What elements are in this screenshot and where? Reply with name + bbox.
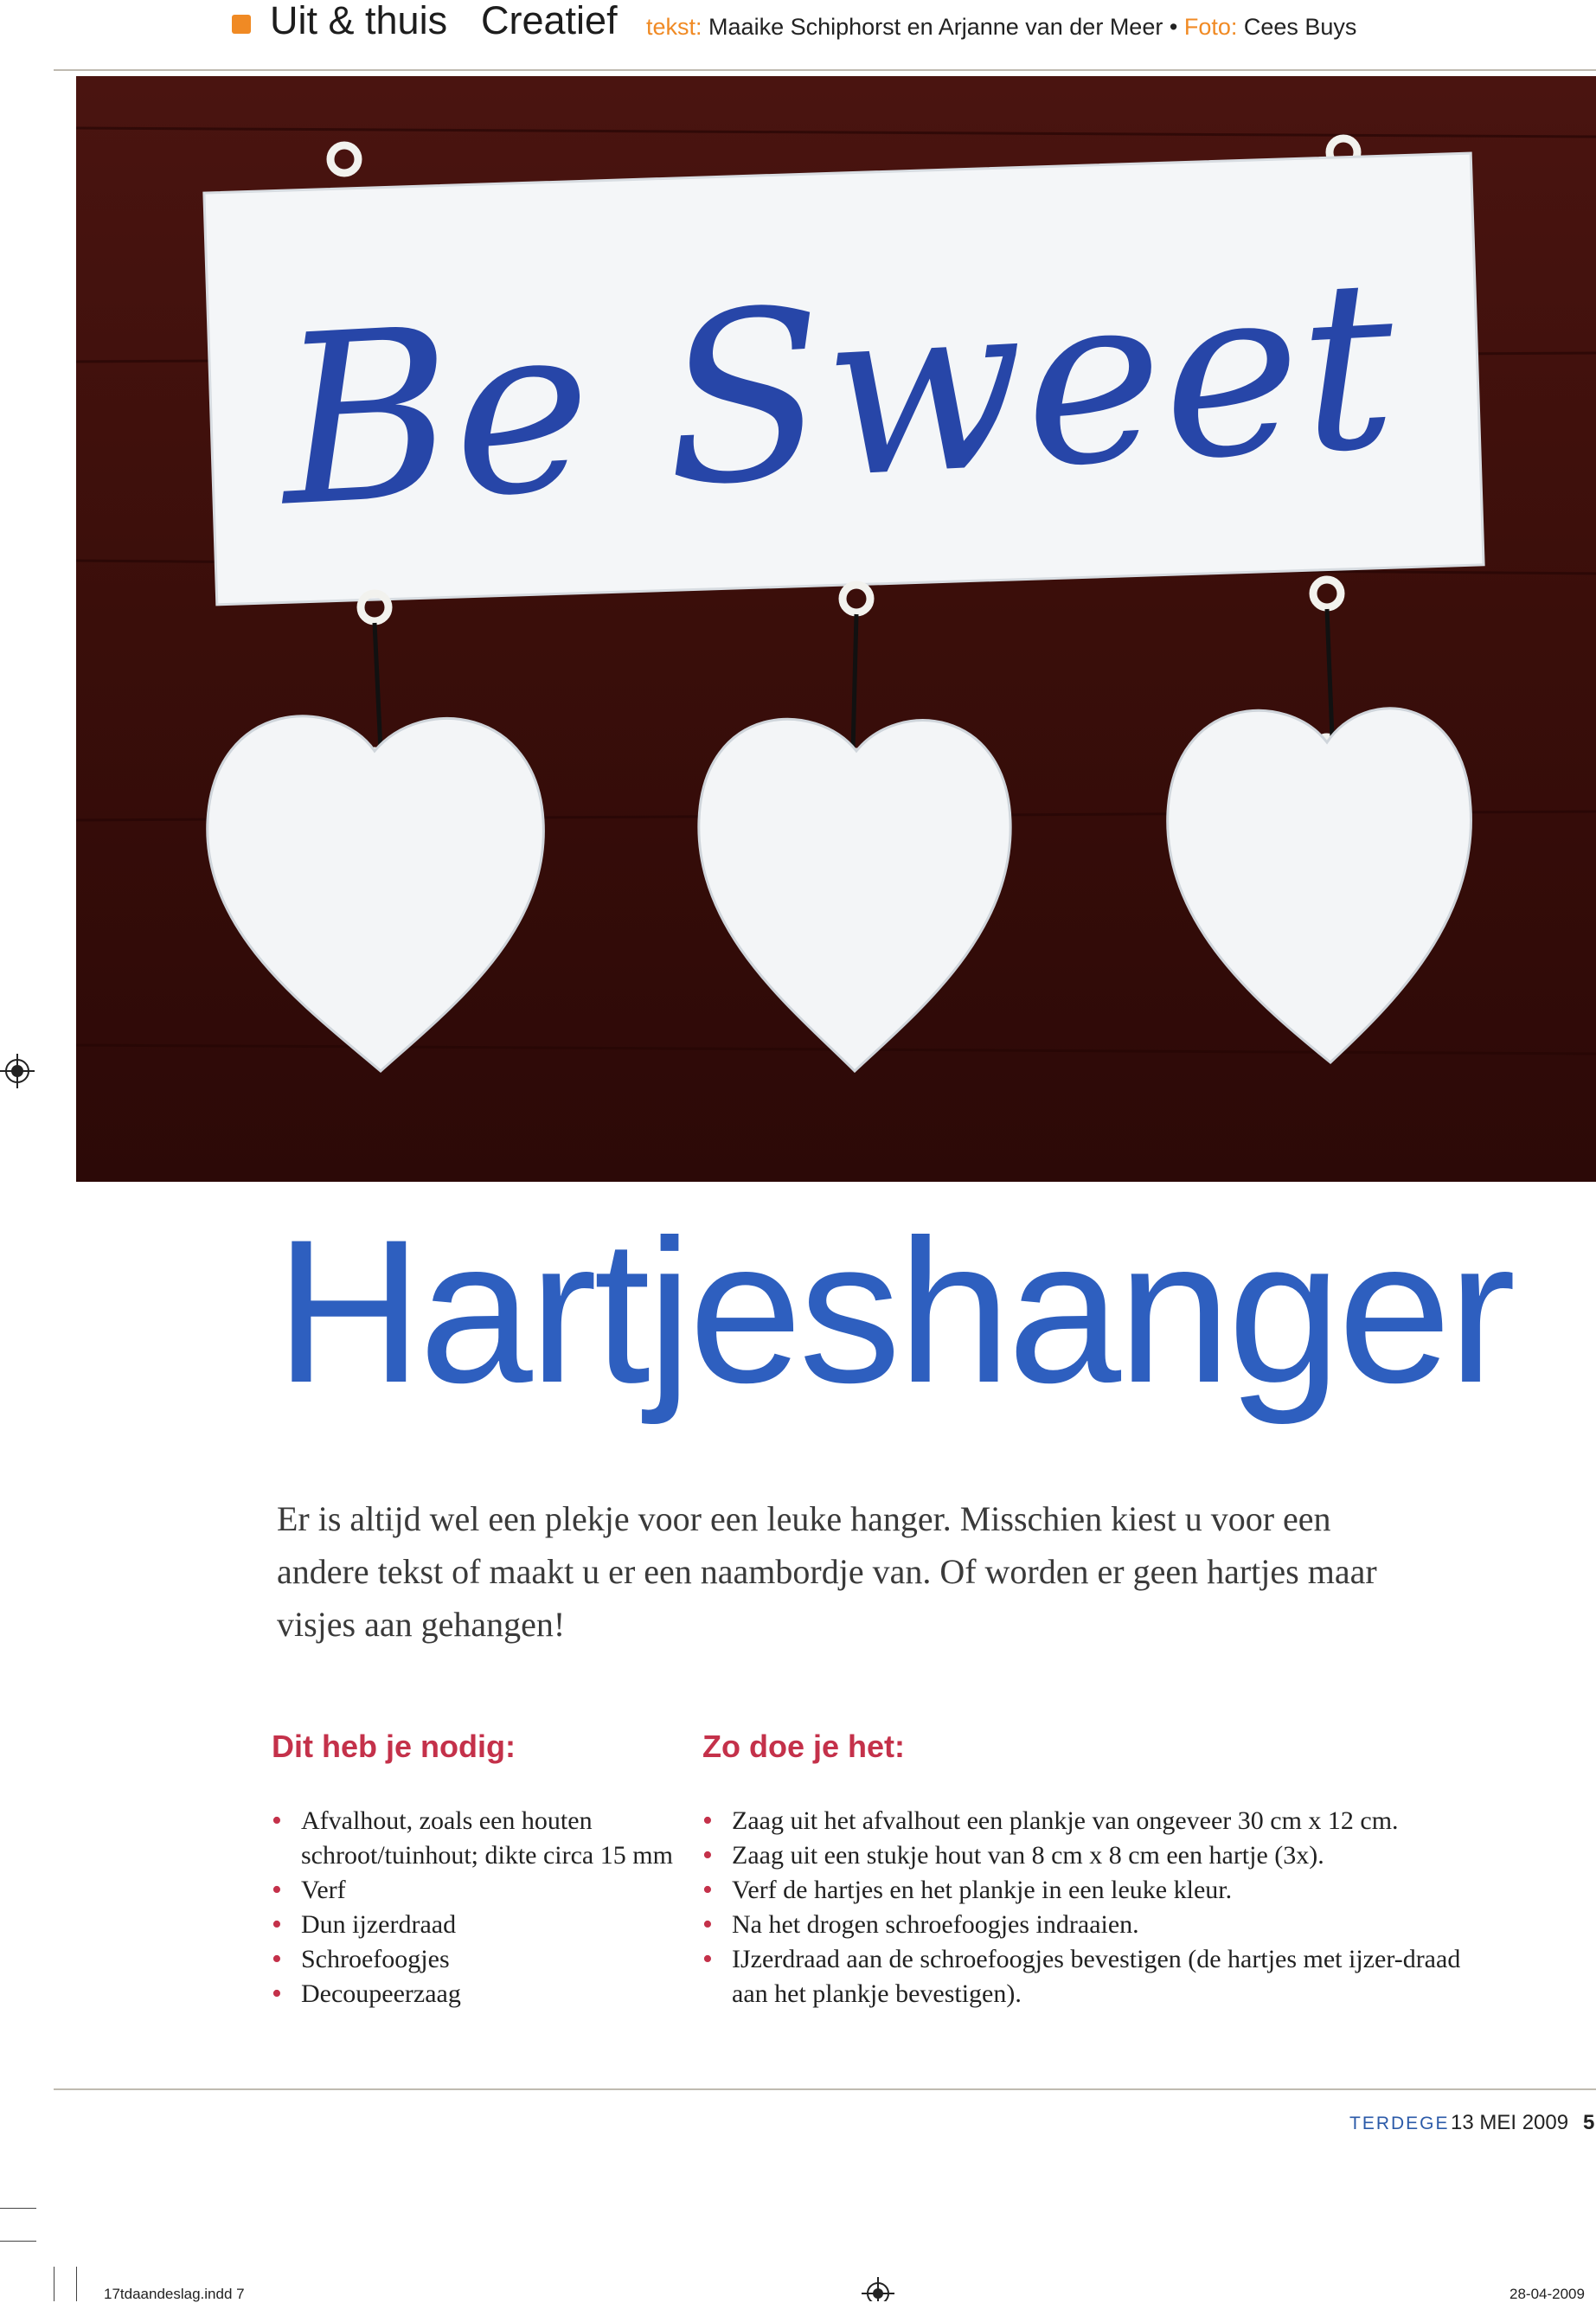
needs-list [272,1804,678,2011]
steps-heading: Zo doe je het: [702,1729,905,1764]
section-label: Uit & thuis [270,0,448,42]
crop-mark [0,2241,36,2242]
subsection-label: Creatief [481,0,618,42]
credit-photo-label: Foto: [1183,14,1238,40]
credits [646,14,1356,41]
credit-text-label: tekst: [646,14,702,40]
sign-lettering: Be Sweet [273,228,1401,559]
credit-photo-name: Cees Buys [1243,14,1357,40]
article-intro: Er is altijd wel een plekje voor een leuke hanger. Misschien kiest u voor een andere tekst of maakt u er een naambordje van. Of worden er geen hartjes maar visjes aan gehangen! [277,1499,1377,1644]
steps-list [702,1804,1490,2011]
list-item: • Zaag uit het afvalhout een plankje van ongeveer 30 cm x 12 cm. [702,1804,1490,1838]
section-marker [232,15,251,34]
list-item: • Na het drogen schroefoogjes indraaien. [702,1908,1490,1942]
credit-separator: • [1169,14,1178,40]
needs-heading: Dit heb je nodig: [272,1729,516,1764]
credit-text-names: Maaike Schiphorst en Arjanne van der Meer [708,14,1163,40]
hero-photo-illustration [76,76,1596,1182]
slug-date: 28-04-2009 [1509,2286,1585,2302]
list-item: • Dun ijzerdraad [272,1908,678,1942]
magazine-name: TERDEGE [1349,2114,1450,2133]
article-title: Hartjeshanger [275,1197,1513,1426]
slug-filename: 17tdaandeslag.indd 7 [104,2286,245,2302]
issue-date: 13 MEI 2009 [1451,2111,1569,2134]
footer-rule [54,2088,1596,2090]
hero-photo [76,76,1596,1182]
crop-mark [0,2208,36,2209]
list-item: • Schroefoogjes [272,1942,678,1977]
list-item: • Verf de hartjes en het plankje in een leuke kleur. [702,1873,1490,1908]
list-item: • Verf [272,1873,678,1908]
list-item: • IJzerdraad aan de schroefoogjes bevestigen (de hartjes met ijzer-draad aan het plankje bevestigen). [702,1942,1490,2011]
registration-mark-icon [862,2277,894,2301]
list-item: • Decoupeerzaag [272,1977,678,2011]
page-number: 5 [1583,2111,1595,2134]
list-item: • Afvalhout, zoals een houten schroot/tuinhout; dikte circa 15 mm [272,1804,678,1873]
registration-mark-icon [0,1054,35,1088]
header-rule [54,69,1596,71]
crop-mark [76,2267,77,2301]
list-item: • Zaag uit een stukje hout van 8 cm x 8 cm een hartje (3x). [702,1838,1490,1873]
